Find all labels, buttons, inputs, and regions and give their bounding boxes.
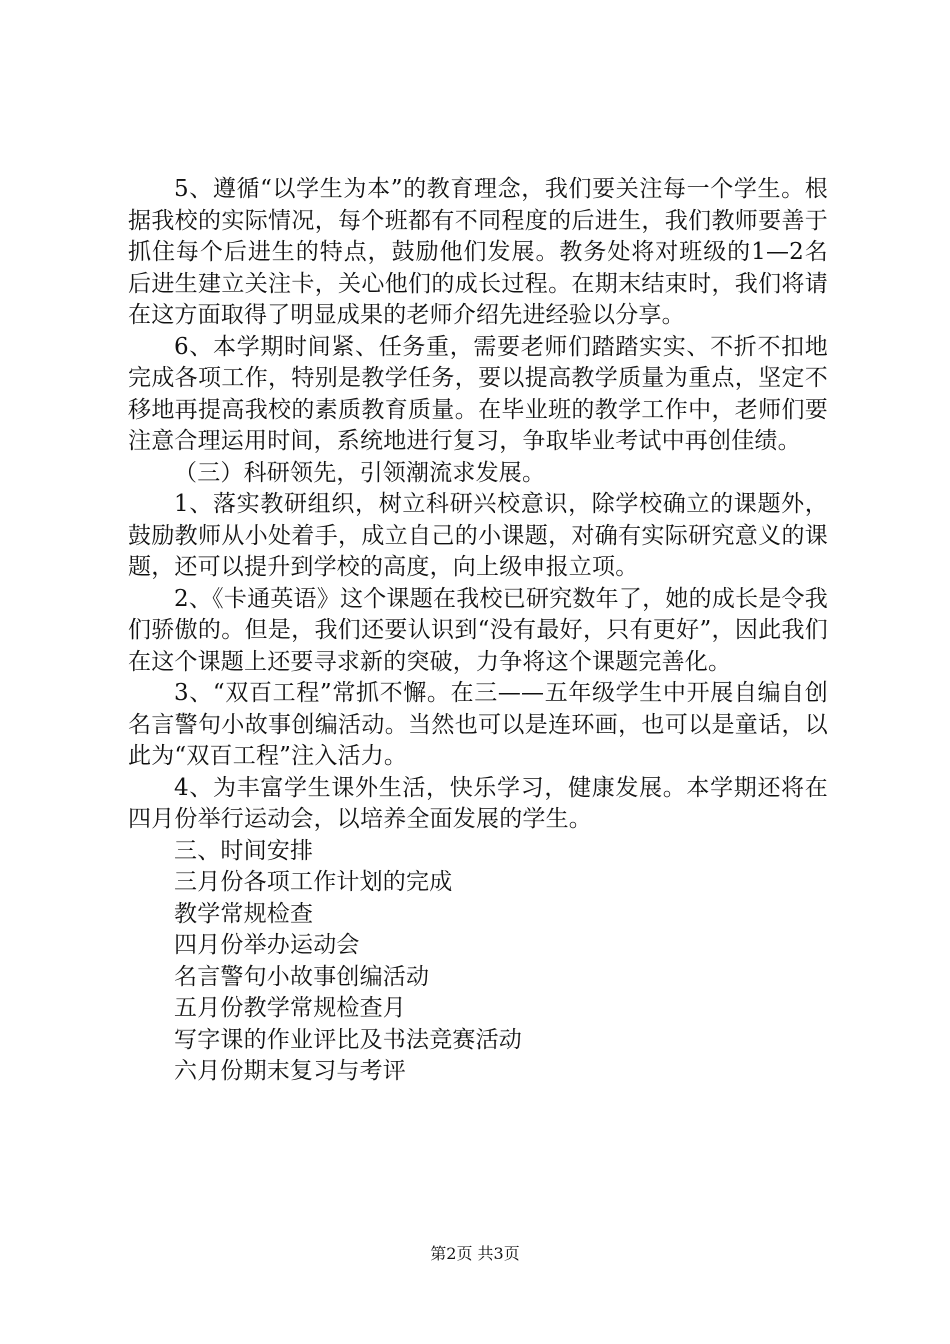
schedule-line: 名言警句小故事创编活动 [174,963,430,990]
schedule-line: 写字课的作业评比及书法竞赛活动 [174,1026,522,1053]
section-heading-research: （三）科研领先，引领潮流求发展。 [174,459,546,486]
paragraph-research-4: 4、为丰富学生课外生活，快乐学习，健康发展。本学期还将在四月份举行运动会，以培养全面发展的学生。 [128,774,828,832]
page-number: 第2页 共3页 [430,1244,520,1263]
section-heading-schedule: 三、时间安排 [174,837,314,864]
schedule-line: 教学常规检查 [174,900,314,927]
paragraph-research-2: 2、《卡通英语》这个课题在我校已研究数年了，她的成长是令我们骄傲的。但是，我们还要认识到“没有最好，只有更好”，因此我们在这个课题上还要寻求新的突破，力争将这个课题完善化。 [128,585,828,675]
schedule-line: 三月份各项工作计划的完成 [174,869,453,895]
paragraph-research-3: 3、“双百工程”常抓不懈。在三——五年级学生中开展自编自创名言警句小故事创编活动。当然也可以是连环画，也可以是童话，以此为“双百工程”注入活力。 [128,680,828,769]
schedule-line: 六月份期末复习与考评 [174,1058,406,1084]
paragraph-item-5: 5、遵循“以学生为本”的教育理念，我们要关注每一个学生。根据我校的实际情况，每个班都有不同程度的后进生，我们教师要善于抓住每个后进生的特点，鼓励他们发展。教务处将对班级的1—2名后进生建立关注卡，关心他们的成长过程。在期末结束时，我们将请在这方面取得了明显成果的老师介绍先进经验以分享。 [128,176,828,328]
page-footer [0,1244,950,1264]
document-body [128,174,828,1088]
schedule-line: 四月份举办运动会 [174,932,360,958]
paragraph-item-6: 6、本学期时间紧、任务重，需要老师们踏踏实实、不折不扣地完成各项工作，特别是教学任务，要以提高教学质量为重点，坚定不移地再提高我校的素质教育质量。在毕业班的教学工作中，老师们要注意合理运用时间，系统地进行复习，争取毕业考试中再创佳绩。 [128,333,828,454]
paragraph-research-1: 1、落实教研组织，树立科研兴校意识，除学校确立的课题外，鼓励教师从小处着手，成立自己的小课题，对确有实际研究意义的课题，还可以提升到学校的高度，向上级申报立项。 [128,491,828,580]
schedule-line: 五月份教学常规检查月 [174,995,406,1021]
